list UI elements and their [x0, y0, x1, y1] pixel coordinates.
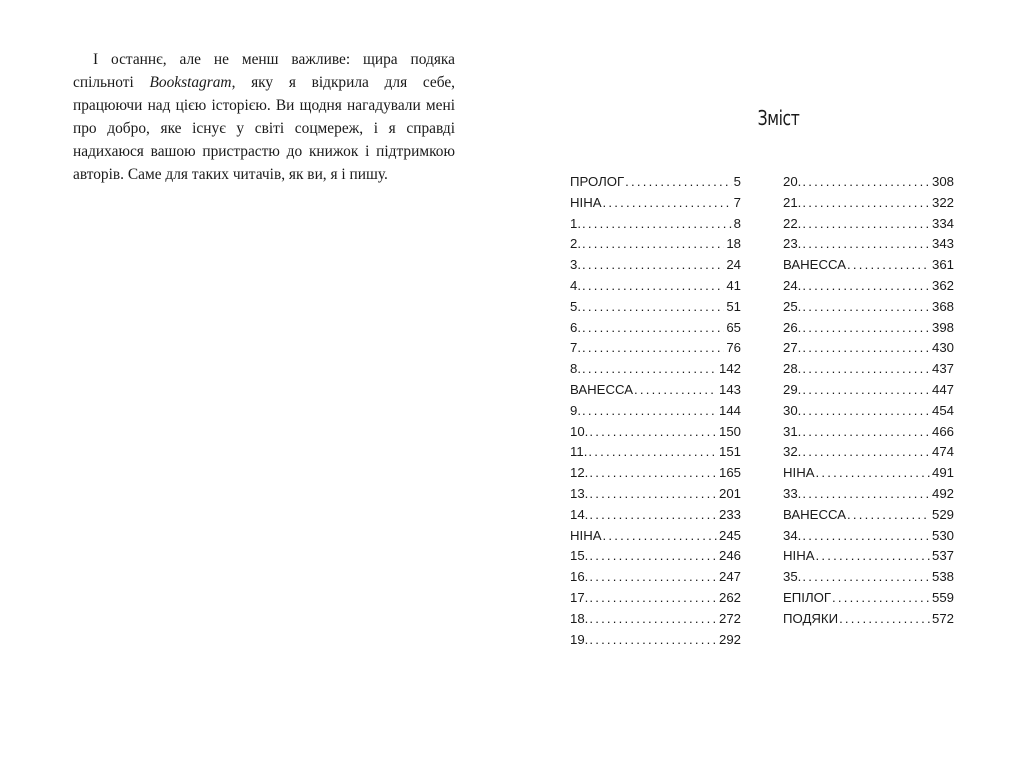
toc-leader-dots: [582, 361, 717, 376]
toc-entry-page: 8: [733, 215, 741, 231]
toc-entry-page: 201: [718, 485, 741, 501]
toc-leader-dots: [589, 569, 717, 584]
toc-entry: [570, 278, 741, 299]
toc-entry: [570, 361, 741, 382]
toc-leader-dots: [582, 257, 724, 272]
toc-entry: [783, 216, 954, 237]
toc-entry-label: НІНА: [783, 548, 815, 564]
toc-entry-page: 151: [718, 444, 741, 460]
toc-entry: [783, 361, 954, 382]
toc-leader-dots: [802, 278, 930, 293]
toc-entry-label: ПРОЛОГ: [570, 174, 625, 189]
acknowledgement-paragraph: [73, 48, 455, 186]
toc-leader-dots: [588, 444, 717, 459]
toc-entry: [570, 340, 741, 361]
toc-entry: [783, 528, 954, 549]
toc-entry-label: ВАНЕССА: [570, 381, 634, 397]
toc-entry: [570, 257, 741, 278]
toc-entry: [570, 195, 741, 216]
toc-entry-label: 7.: [570, 340, 581, 356]
toc-entry-page: 447: [931, 381, 954, 397]
toc-entry-label: 10.: [570, 423, 589, 439]
toc-column-right: [783, 174, 954, 632]
toc-entry-page: 343: [931, 236, 954, 252]
toc-entry-page: 361: [931, 257, 954, 273]
bookstagram-term: Bookstagram: [149, 74, 232, 91]
toc-leader-dots: [582, 236, 724, 251]
toc-entry-label: 6.: [570, 319, 581, 335]
toc-entry: [783, 486, 954, 507]
toc-entry-label: НІНА: [570, 527, 602, 543]
toc-leader-dots: [802, 569, 930, 584]
toc-entry: [570, 299, 741, 320]
toc-entry-page: 491: [931, 465, 954, 481]
toc-entry-page: 245: [718, 527, 741, 543]
toc-entry-label: 13.: [570, 485, 589, 501]
toc-leader-dots: [847, 507, 930, 522]
toc-entry-page: 466: [931, 423, 954, 439]
toc-entry-page: 143: [718, 381, 741, 397]
toc-entry: [570, 507, 741, 528]
toc-leader-dots: [802, 528, 930, 543]
toc-entry-label: 31.: [783, 423, 802, 439]
toc-entry: [783, 320, 954, 341]
toc-entry-page: 76: [726, 340, 741, 356]
toc-leader-dots: [634, 382, 717, 397]
toc-entry-page: 18: [726, 236, 741, 252]
toc-leader-dots: [603, 528, 717, 543]
toc-entry-label: ПОДЯКИ: [783, 610, 839, 626]
toc-entry: [570, 528, 741, 549]
toc-entry-page: 233: [718, 506, 741, 522]
toc-entry-label: 12.: [570, 465, 589, 481]
toc-entry-label: 3.: [570, 257, 581, 273]
toc-entry-label: 21.: [783, 194, 802, 210]
toc-entry-page: 272: [718, 610, 741, 626]
toc-entry-label: 18.: [570, 610, 589, 626]
toc-leader-dots: [802, 403, 930, 418]
toc-entry-page: 437: [931, 361, 954, 377]
toc-leader-dots: [802, 195, 930, 210]
toc-entry: [570, 632, 741, 653]
acknowledgement-text-end: , яку я відкрила для себе, працюючи над цією історією. Ви щодня нагадували мені про добро, яке існує у світі соцмереж, і я справді надихаюся вашою пристрастю до книжок і підтримкою авторів. Саме для таких читачів, як ви, я і пишу.: [73, 74, 455, 183]
toc-entry-label: 16.: [570, 569, 589, 585]
acknowledgement-text-start: І останнє, але не менш важливе: щира подяка спільноті: [73, 51, 455, 91]
toc-entry-label: 1.: [570, 215, 581, 231]
toc-entry-label: 19.: [570, 631, 589, 647]
toc-leader-dots: [582, 278, 724, 293]
toc-entry: [783, 611, 954, 632]
toc-leader-dots: [802, 236, 930, 251]
toc-entry: [783, 340, 954, 361]
toc-leader-dots: [589, 507, 717, 522]
toc-entry-label: ВАНЕССА: [783, 257, 847, 273]
toc-entry: [570, 444, 741, 465]
toc-entry: [570, 174, 741, 195]
toc-leader-dots: [802, 320, 930, 335]
toc-title: Зміст: [757, 106, 800, 130]
toc-leader-dots: [589, 611, 717, 626]
toc-leader-dots: [603, 195, 732, 210]
toc-entry-page: 559: [931, 589, 954, 605]
toc-entry-page: 308: [931, 174, 954, 189]
toc-entry: [570, 590, 741, 611]
toc-leader-dots: [589, 590, 717, 605]
toc-entry-label: 23.: [783, 236, 802, 252]
toc-leader-dots: [589, 632, 717, 647]
toc-entry-label: 8.: [570, 361, 581, 377]
toc-entry-label: 17.: [570, 589, 589, 605]
right-page: [513, 0, 1027, 767]
toc-entry-label: 24.: [783, 277, 802, 293]
toc-entry-page: 41: [726, 277, 741, 293]
toc-entry: [570, 216, 741, 237]
toc-entry-page: 334: [931, 215, 954, 231]
toc-entry-label: НІНА: [783, 465, 815, 481]
toc-leader-dots: [832, 590, 930, 605]
toc-entry-label: 5.: [570, 298, 581, 314]
toc-leader-dots: [802, 340, 930, 355]
toc-entry-label: ВАНЕССА: [783, 506, 847, 522]
toc-entry-label: 28.: [783, 361, 802, 377]
toc-entry-label: 14.: [570, 506, 589, 522]
toc-entry: [783, 548, 954, 569]
toc-entry-page: 398: [931, 319, 954, 335]
toc-entry-page: 362: [931, 277, 954, 293]
toc-entry: [570, 465, 741, 486]
toc-entry-page: 292: [718, 631, 741, 647]
toc-entry-label: 9.: [570, 402, 581, 418]
toc-entry: [783, 424, 954, 445]
toc-entry-label: 11.: [570, 444, 588, 460]
toc-entry-page: 24: [726, 257, 741, 273]
toc-entry: [570, 236, 741, 257]
toc-leader-dots: [816, 548, 930, 563]
toc-leader-dots: [802, 382, 930, 397]
toc-entry-page: 65: [726, 319, 741, 335]
toc-entry: [783, 590, 954, 611]
toc-entry-page: 246: [718, 548, 741, 564]
toc-leader-dots: [802, 361, 930, 376]
toc-leader-dots: [589, 424, 717, 439]
toc-entry-page: 368: [931, 298, 954, 314]
toc-leader-dots: [802, 424, 930, 439]
toc-entry-label: ЕПІЛОГ: [783, 589, 831, 605]
toc-entry: [783, 569, 954, 590]
toc-leader-dots: [625, 174, 732, 189]
toc-entry: [783, 299, 954, 320]
toc-entry: [570, 320, 741, 341]
toc-entry: [570, 382, 741, 403]
toc-leader-dots: [816, 465, 930, 480]
toc-entry-label: 30.: [783, 402, 802, 418]
toc-entry-label: 29.: [783, 381, 802, 397]
toc-entry: [783, 236, 954, 257]
toc-entry-page: 5: [733, 174, 741, 189]
toc-entry: [783, 195, 954, 216]
toc-entry: [570, 403, 741, 424]
toc-entry-page: 530: [931, 527, 954, 543]
toc-entry-page: 322: [931, 194, 954, 210]
toc-entry-page: 165: [718, 465, 741, 481]
toc-entry-page: 144: [718, 402, 741, 418]
toc-entry: [783, 174, 954, 195]
toc-entry: [783, 403, 954, 424]
toc-entry-page: 430: [931, 340, 954, 356]
toc-leader-dots: [802, 216, 930, 231]
toc-entry-label: 2.: [570, 236, 581, 252]
toc-entry-label: 35.: [783, 569, 802, 585]
toc-leader-dots: [589, 548, 717, 563]
toc-leader-dots: [589, 465, 717, 480]
toc-leader-dots: [802, 299, 930, 314]
toc-entry-label: 33.: [783, 485, 802, 501]
toc-leader-dots: [582, 216, 732, 231]
toc-entry-label: 26.: [783, 319, 802, 335]
toc-leader-dots: [802, 174, 930, 189]
toc-entry-label: 32.: [783, 444, 802, 460]
toc-entry-page: 572: [931, 610, 954, 626]
toc-entry: [783, 257, 954, 278]
toc-entry-page: 7: [733, 194, 741, 210]
toc-leader-dots: [847, 257, 930, 272]
toc-leader-dots: [582, 340, 724, 355]
toc-entry-page: 51: [726, 298, 741, 314]
toc-leader-dots: [589, 486, 717, 501]
toc-entry-page: 142: [718, 361, 741, 377]
toc-entry: [570, 548, 741, 569]
toc-entry: [570, 424, 741, 445]
toc-entry: [783, 278, 954, 299]
toc-entry-page: 262: [718, 589, 741, 605]
toc-column-left: [570, 174, 741, 652]
toc-entry: [570, 486, 741, 507]
toc-entry-label: 15.: [570, 548, 589, 564]
toc-entry-page: 529: [931, 506, 954, 522]
toc-entry: [783, 507, 954, 528]
toc-entry-page: 474: [931, 444, 954, 460]
toc-leader-dots: [582, 403, 717, 418]
toc-entry-page: 247: [718, 569, 741, 585]
toc-entry-page: 492: [931, 485, 954, 501]
toc-entry: [783, 444, 954, 465]
toc-entry-page: 537: [931, 548, 954, 564]
toc-leader-dots: [839, 611, 930, 626]
toc-leader-dots: [802, 486, 930, 501]
left-page: [0, 0, 513, 767]
toc-leader-dots: [582, 320, 724, 335]
toc-entry-label: 34.: [783, 527, 802, 543]
toc-entry: [783, 465, 954, 486]
toc-entry: [570, 611, 741, 632]
toc-entry: [783, 382, 954, 403]
toc-entry-label: 27.: [783, 340, 802, 356]
toc-entry-label: 22.: [783, 215, 802, 231]
toc-entry-label: НІНА: [570, 194, 602, 210]
toc-entry-page: 150: [718, 423, 741, 439]
toc-leader-dots: [802, 444, 930, 459]
toc-entry-label: 20.: [783, 174, 802, 189]
toc-entry-label: 25.: [783, 298, 802, 314]
toc-entry-page: 454: [931, 402, 954, 418]
toc-entry-label: 4.: [570, 277, 581, 293]
toc-entry: [570, 569, 741, 590]
toc-entry-page: 538: [931, 569, 954, 585]
toc-leader-dots: [582, 299, 724, 314]
